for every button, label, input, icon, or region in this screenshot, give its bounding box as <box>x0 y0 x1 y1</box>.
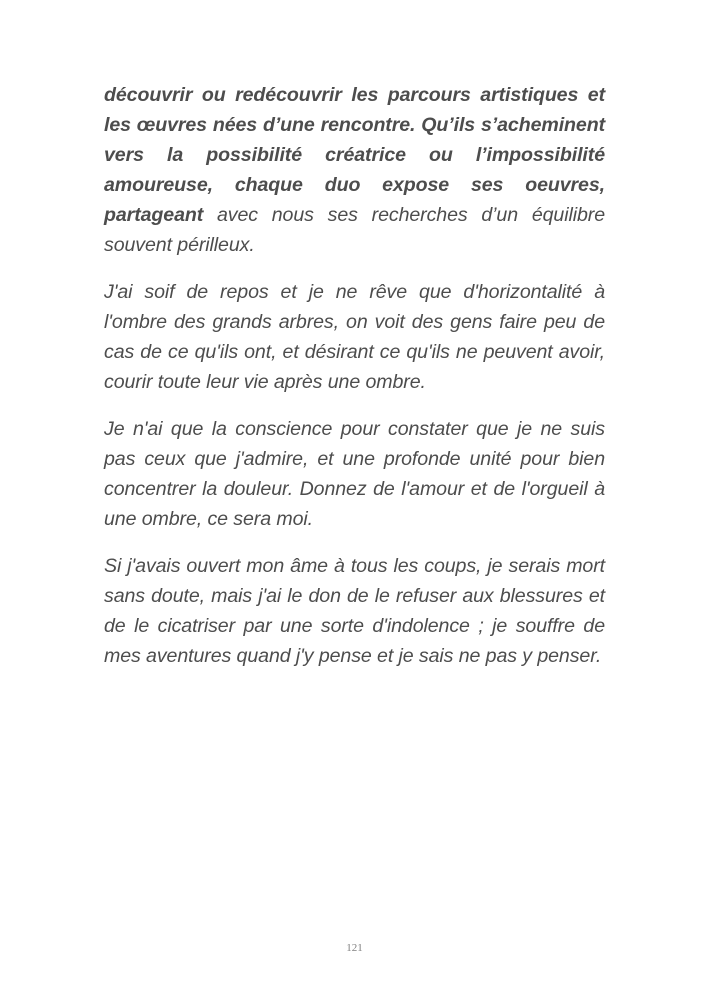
paragraph-3: Je n'ai que la conscience pour constater que je ne suis pas ceux que j'admire, et une profonde unité pour bien concentrer la douleur. Donnez de l'amour et de l'orgueil à une ombre, ce sera moi. <box>104 418 605 530</box>
paragraph-1-text: avec nous ses recherches d’un équilibre souvent périlleux. <box>104 204 605 256</box>
paragraph-4: Si j'avais ouvert mon âme à tous les coups, je serais mort sans doute, mais j'ai le don de le refuser aux blessures et de le cicatriser par une sorte d'indolence ; je souffre de mes aventures quand j'y pense et je sais ne pas y penser. <box>104 555 605 667</box>
paragraph-2: J'ai soif de repos et je ne rêve que d'horizontalité à l'ombre des grands arbres, on voit des gens faire peu de cas de ce qu'ils ont, et désirant ce qu'ils ne peuvent avoir, courir toute leur vie après une ombre. <box>104 281 605 393</box>
paragraph-1 <box>104 80 605 260</box>
paragraph-1-bold-text: découvrir ou redécouvrir les parcours artistiques et les œuvres nées d’une rencontre. Qu’ils s’acheminent vers la possibilité créatrice ou l’impossibilité amoureuse, chaque duo expose ses oeuvres, partageant <box>104 84 605 226</box>
page-number: 121 <box>346 942 363 954</box>
body-text <box>104 80 605 688</box>
